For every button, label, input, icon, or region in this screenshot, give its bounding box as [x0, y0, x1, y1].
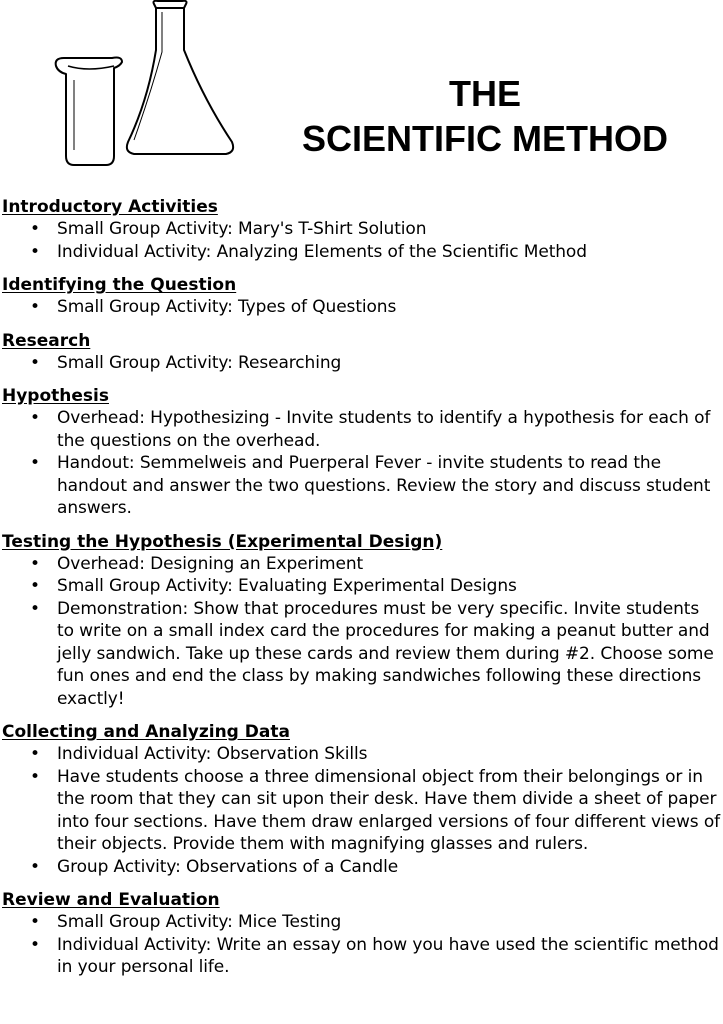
list-item: [2, 296, 721, 319]
bullet-list: [2, 407, 721, 520]
section-heading: Testing the Hypothesis (Experimental Design): [2, 531, 443, 552]
list-item: [2, 743, 721, 766]
list-item: [2, 452, 721, 520]
list-item: [2, 352, 721, 375]
bullet-icon: •: [30, 553, 40, 574]
bullet-icon: •: [30, 352, 40, 373]
bullet-icon: •: [30, 766, 40, 787]
list-item: [2, 553, 721, 576]
list-item: [2, 218, 721, 241]
list-item-text: Small Group Activity: Researching: [57, 352, 342, 373]
bullet-list: [2, 743, 721, 878]
list-item-text: Overhead: Hypothesizing - Invite students to identify a hypothesis for each of the questions on the overhead.: [57, 408, 711, 451]
section: [2, 531, 721, 711]
section: [2, 889, 721, 979]
document-body: [2, 196, 721, 990]
list-item: [2, 856, 721, 879]
list-item-text: Have students choose a three dimensional object from their belongings or in the room that they can sit upon their desk. Have them divide a sheet of paper into four sections. Have them draw enlarged versions of four different views of their objects. Provide them with magnifying glasses and rulers.: [57, 766, 721, 854]
list-item-text: Group Activity: Observations of a Candle: [57, 856, 399, 877]
section: [2, 385, 721, 520]
bullet-icon: •: [30, 744, 40, 764]
list-item: [2, 241, 721, 264]
list-item-text: Handout: Semmelweis and Puerperal Fever - invite students to read the handout and answer the two questions. Review the story and discuss student answers.: [57, 453, 711, 518]
list-item: [2, 934, 721, 979]
list-item: [2, 598, 721, 711]
bullet-icon: •: [30, 912, 40, 932]
bullet-icon: •: [30, 453, 40, 473]
list-item-text: Small Group Activity: Mary's T-Shirt Solution: [57, 219, 427, 239]
section-heading: Research: [2, 330, 91, 351]
bullet-list: [2, 296, 721, 319]
section: [2, 274, 721, 319]
section: [2, 196, 721, 263]
bullet-icon: •: [30, 934, 40, 955]
section-heading: Introductory Activities: [2, 197, 218, 217]
section-heading: Collecting and Analyzing Data: [2, 722, 290, 742]
bullet-list: [2, 218, 721, 263]
list-item-text: Individual Activity: Observation Skills: [57, 744, 368, 764]
bullet-icon: •: [30, 297, 40, 317]
bullet-icon: •: [30, 856, 40, 877]
list-item-text: Small Group Activity: Mice Testing: [57, 912, 342, 932]
section-heading: Hypothesis: [2, 386, 109, 406]
bullet-list: [2, 553, 721, 711]
list-item-text: Overhead: Designing an Experiment: [57, 553, 364, 574]
bullet-list: [2, 911, 721, 979]
list-item-text: Small Group Activity: Types of Questions: [57, 297, 397, 317]
document-header: [0, 0, 723, 190]
section-heading: Review and Evaluation: [2, 890, 220, 910]
list-item: [2, 911, 721, 934]
bullet-icon: •: [30, 576, 40, 596]
bullet-list: [2, 352, 721, 375]
bullet-icon: •: [30, 408, 40, 428]
section: [2, 330, 721, 375]
section: [2, 721, 721, 878]
list-item: [2, 766, 721, 856]
page-title-line-2: SCIENTIFIC METHOD: [302, 118, 668, 159]
beaker-and-flask-icon: [54, 0, 244, 168]
bullet-icon: •: [30, 219, 40, 239]
list-item-text: Individual Activity: Analyzing Elements of the Scientific Method: [57, 241, 587, 262]
list-item: [2, 407, 721, 452]
page-title-line-1: THE: [449, 73, 521, 114]
section-heading: Identifying the Question: [2, 275, 237, 295]
list-item-text: Small Group Activity: Evaluating Experimental Designs: [57, 576, 517, 596]
list-item: [2, 575, 721, 598]
bullet-icon: •: [30, 598, 40, 619]
bullet-icon: •: [30, 241, 40, 262]
list-item-text: Demonstration: Show that procedures must be very specific. Invite students to write on a small index card the procedures for making a peanut butter and jelly sandwich. Take up these cards and review them during #2. Choose some fun ones and end the class by making sandwiches following these directions exactly!: [57, 598, 714, 709]
list-item-text: Individual Activity: Write an essay on how you have used the scientific method in your personal life.: [57, 934, 719, 977]
